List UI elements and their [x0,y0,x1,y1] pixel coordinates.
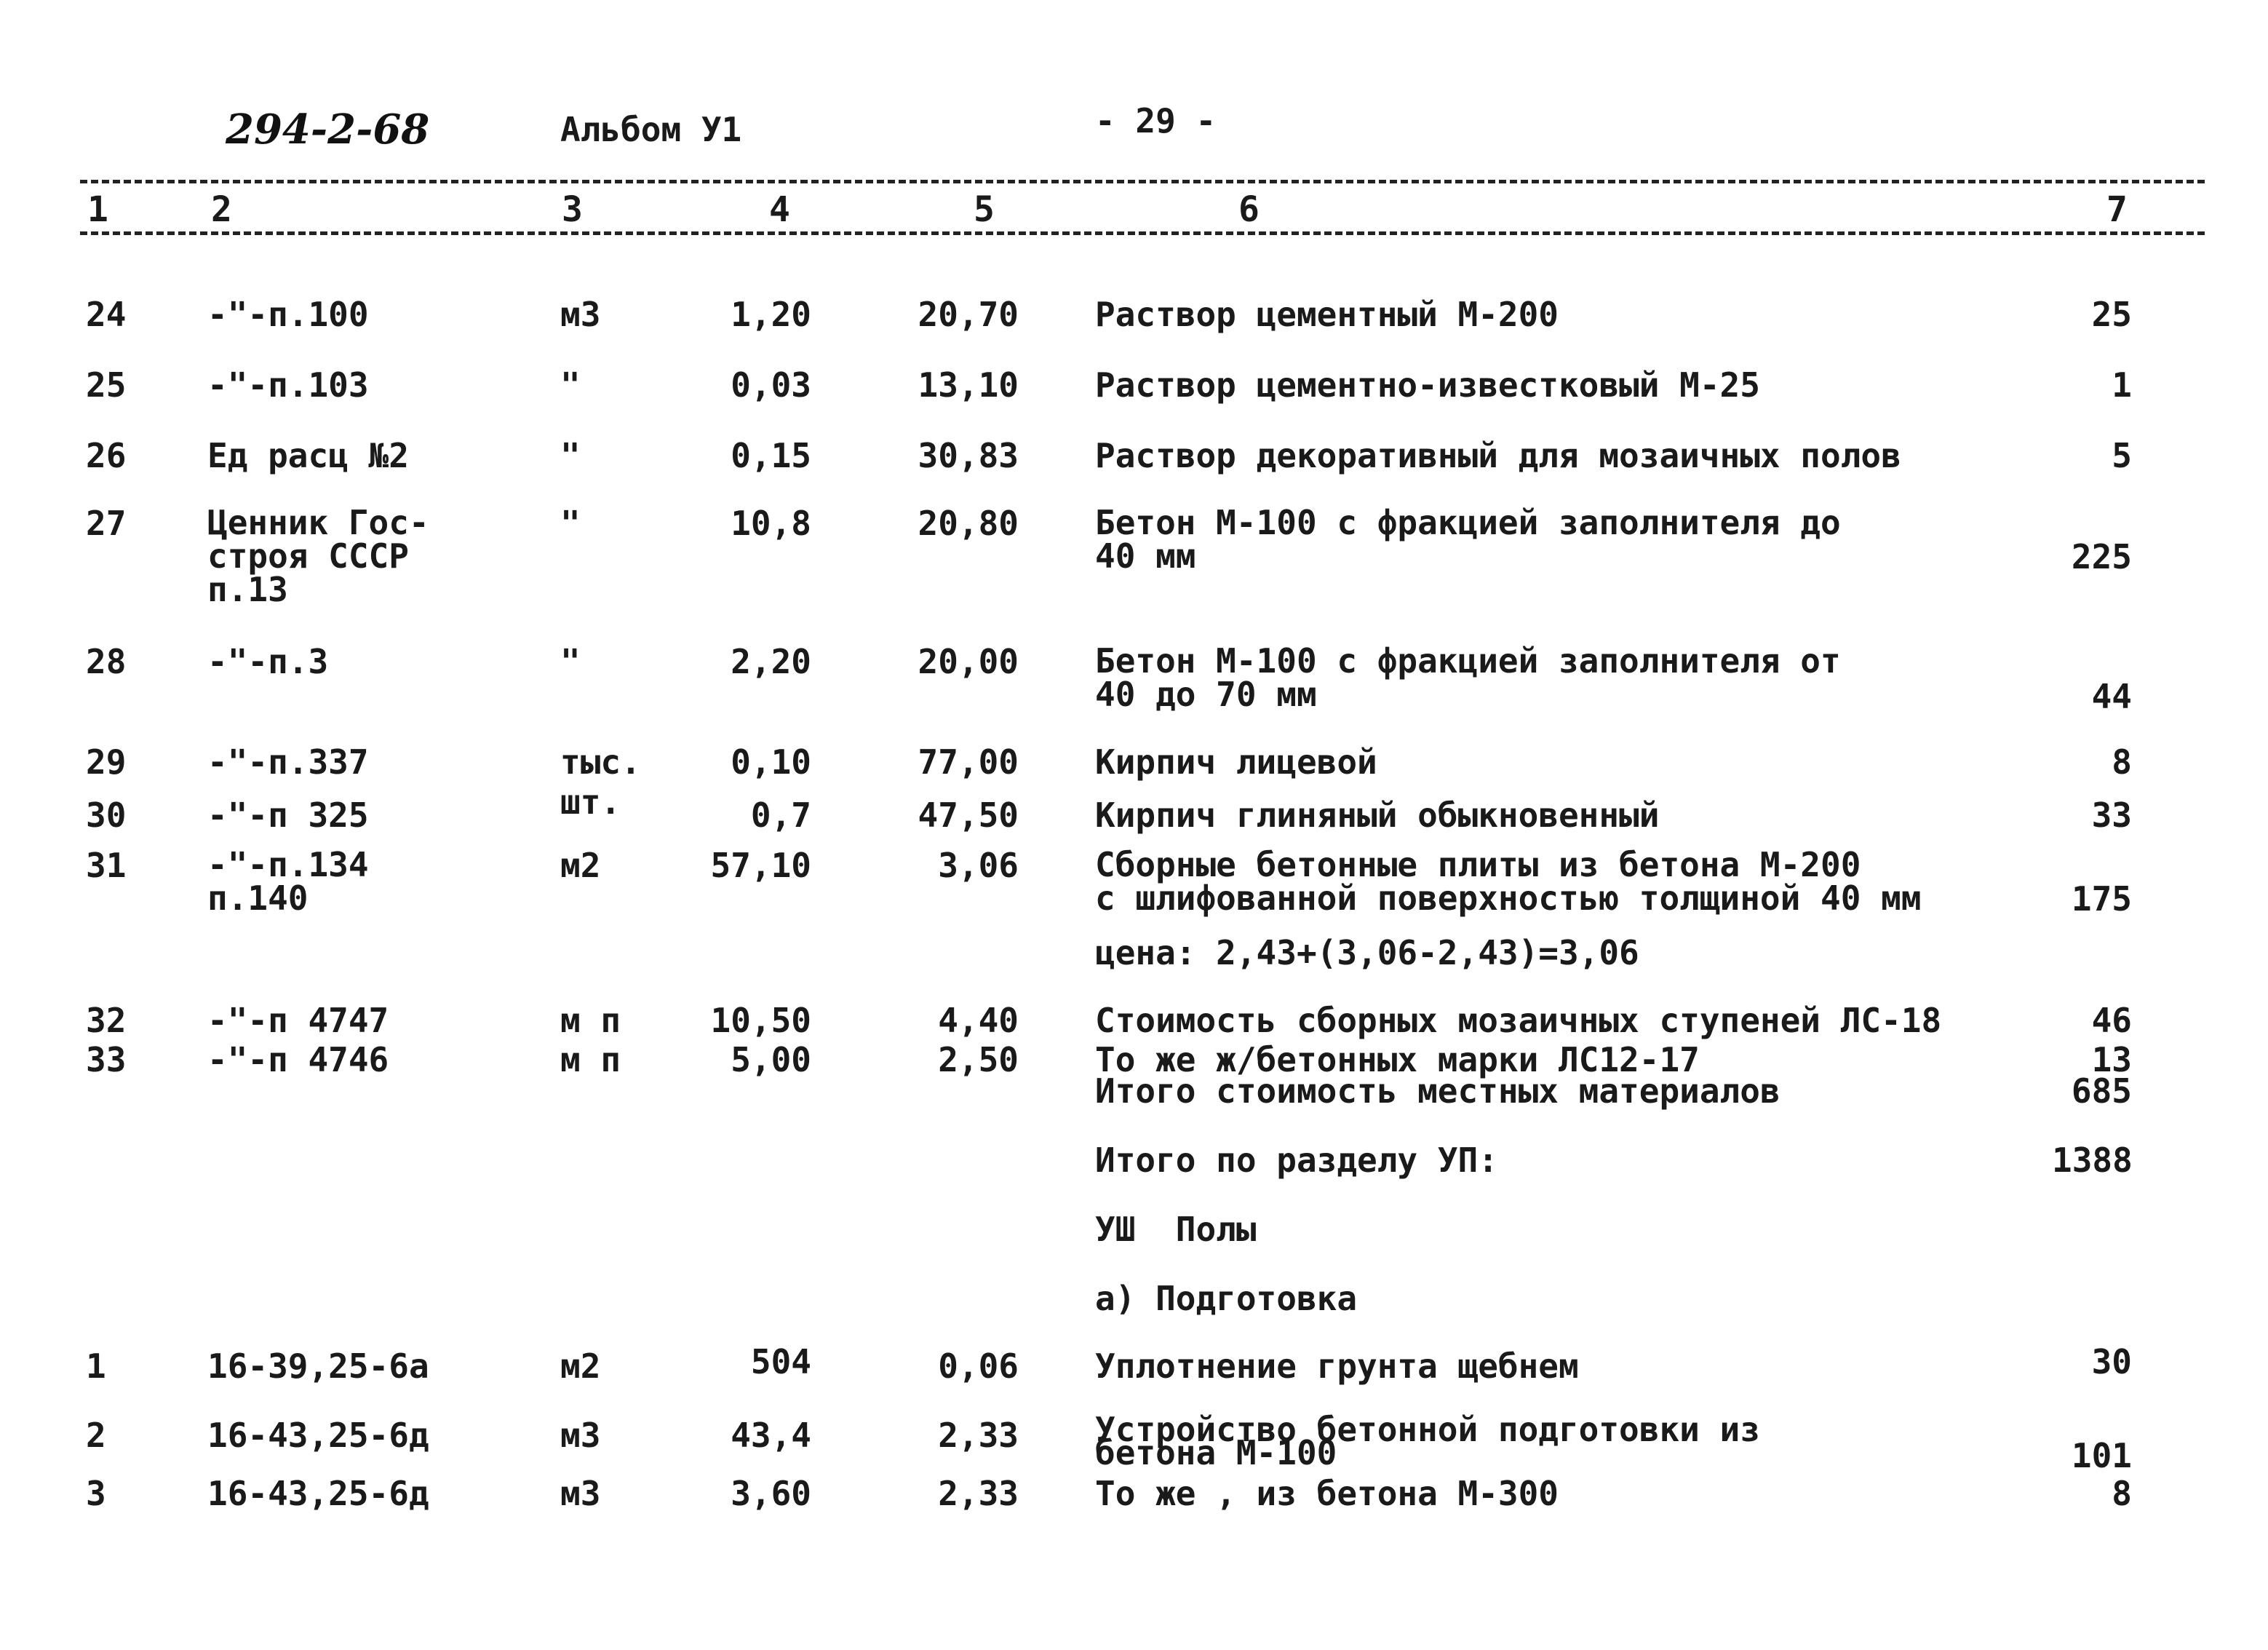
row-unit: м п [560,1001,621,1040]
row-number: 29 [86,742,127,782]
row-reference: -"-п.134 п.140 [207,845,369,918]
row-number: 26 [86,436,127,475]
row-quantity: 10,8 [731,504,811,543]
row-unit: " [560,642,581,681]
row-number: 33 [86,1040,127,1079]
row-quantity: 3,60 [731,1474,811,1513]
row-unit: шт. [560,782,621,822]
row-reference: Ценник Гос- строя СССР п.13 [207,503,429,609]
row-total: 13 [2091,1040,2132,1079]
row-unit-price: 2,33 [938,1474,1019,1513]
row-description: Раствор цементно-известковый М-25 [1095,365,1760,405]
row-unit-price: 20,80 [918,504,1019,543]
row-unit-price: 20,00 [918,642,1019,681]
row-reference: -"-п 4746 [207,1040,389,1079]
document-code: 294-2-68 [226,106,430,154]
row-quantity: 0,7 [750,796,811,835]
row-quantity: 0,15 [731,436,811,475]
row-quantity: 10,50 [710,1001,811,1040]
row-description: Бетон М-100 с фракцией заполнителя до 40 мм [1095,503,1841,576]
row-number: 1 [86,1346,106,1386]
row-total: 1 [2112,365,2132,405]
row-reference: -"-п.100 [207,295,369,334]
row-reference: 16-43,25-6д [207,1416,429,1455]
row-total: 30 [2091,1342,2132,1381]
row-reference: Ед расц №2 [207,436,409,475]
row-number: 31 [86,846,127,885]
row-description: То же , из бетона М-300 [1095,1474,1559,1513]
subsection-title: а) Подготовка [1095,1279,1358,1318]
row-quantity: 5,00 [731,1040,811,1079]
row-total: 33 [2091,796,2132,835]
row-unit: " [560,365,581,405]
section-title: УШ Полы [1095,1210,1257,1249]
row-number: 24 [86,295,127,334]
header-top-rule [80,180,2205,183]
row-number: 3 [86,1474,106,1513]
page-number: - 29 - [1095,101,1217,140]
row-description: Раствор декоративный для мозаичных полов [1095,436,1901,475]
header-bottom-rule [80,231,2205,235]
price-note: цена: 2,43+(3,06-2,43)=3,06 [1095,933,1639,972]
row-unit: м2 [560,1346,601,1386]
row-description: Кирпич глиняный обыкновенный [1095,796,1660,835]
row-total: 175 [2071,879,2132,919]
row-description: Уплотнение грунта щебнем [1095,1346,1579,1386]
row-total: 46 [2091,1001,2132,1040]
row-reference: -"-п 325 [207,796,369,835]
row-description: Устройство бетонной подготовки из бетона М-100 [1095,1410,1760,1472]
column-header-3: 3 [562,189,583,230]
section-total-value: 1388 [2052,1141,2133,1180]
row-unit-price: 4,40 [938,1001,1019,1040]
row-unit-price: 2,50 [938,1040,1019,1079]
row-number: 27 [86,504,127,543]
row-description: Бетон М-100 с фракцией заполнителя от 40 до 70 мм [1095,641,1841,714]
row-total: 5 [2112,436,2132,475]
row-unit: тыс. [560,742,641,782]
row-unit: м п [560,1040,621,1079]
row-unit: м3 [560,1416,601,1455]
row-unit: м3 [560,295,601,334]
row-description: Кирпич лицевой [1095,742,1377,782]
row-reference: 16-39,25-6а [207,1346,429,1386]
column-header-1: 1 [87,189,108,230]
row-quantity: 57,10 [710,846,811,885]
row-quantity: 0,03 [731,365,811,405]
row-quantity: 1,20 [731,295,811,334]
row-unit: м2 [560,846,601,885]
row-total: 225 [2071,537,2132,576]
row-description: Раствор цементный М-200 [1095,295,1559,334]
section-total-label: Итого по разделу УП: [1095,1141,1498,1180]
row-quantity: 504 [750,1342,811,1381]
row-reference: -"-п.337 [207,742,369,782]
row-quantity: 2,20 [731,642,811,681]
row-number: 28 [86,642,127,681]
row-number: 30 [86,796,127,835]
row-quantity: 0,10 [731,742,811,782]
row-unit-price: 13,10 [918,365,1019,405]
subtotal-label: Итого стоимость местных материалов [1095,1071,1780,1111]
row-unit-price: 77,00 [918,742,1019,782]
row-total: 44 [2091,677,2132,716]
row-description: Стоимость сборных мозаичных ступеней ЛС-18 [1095,1001,1942,1040]
row-total: 25 [2091,295,2132,334]
row-number: 25 [86,365,127,405]
column-header-6: 6 [1238,189,1260,230]
row-unit-price: 47,50 [918,796,1019,835]
row-reference: 16-43,25-6д [207,1474,429,1513]
row-description: Сборные бетонные плиты из бетона М-200 с шлифованной поверхностью толщиной 40 мм [1095,845,1922,918]
row-quantity: 43,4 [731,1416,811,1455]
row-total: 8 [2112,742,2132,782]
row-unit-price: 3,06 [938,846,1019,885]
row-description: То же ж/бетонных марки ЛС12-17 [1095,1040,1700,1079]
album-label: Альбом У1 [560,110,742,149]
row-unit: " [560,504,581,543]
row-number: 32 [86,1001,127,1040]
row-total: 8 [2112,1474,2132,1513]
column-header-5: 5 [974,189,995,230]
column-header-2: 2 [211,189,232,230]
row-reference: -"-п 4747 [207,1001,389,1040]
subtotal-value: 685 [2071,1071,2132,1111]
row-unit-price: 2,33 [938,1416,1019,1455]
row-unit-price: 20,70 [918,295,1019,334]
column-header-4: 4 [769,189,790,230]
row-unit: м3 [560,1474,601,1513]
row-total: 101 [2071,1436,2132,1475]
row-number: 2 [86,1416,106,1455]
row-reference: -"-п.103 [207,365,369,405]
column-header-7: 7 [2106,189,2128,230]
row-unit-price: 0,06 [938,1346,1019,1386]
row-unit: " [560,436,581,475]
row-unit-price: 30,83 [918,436,1019,475]
row-reference: -"-п.3 [207,642,329,681]
